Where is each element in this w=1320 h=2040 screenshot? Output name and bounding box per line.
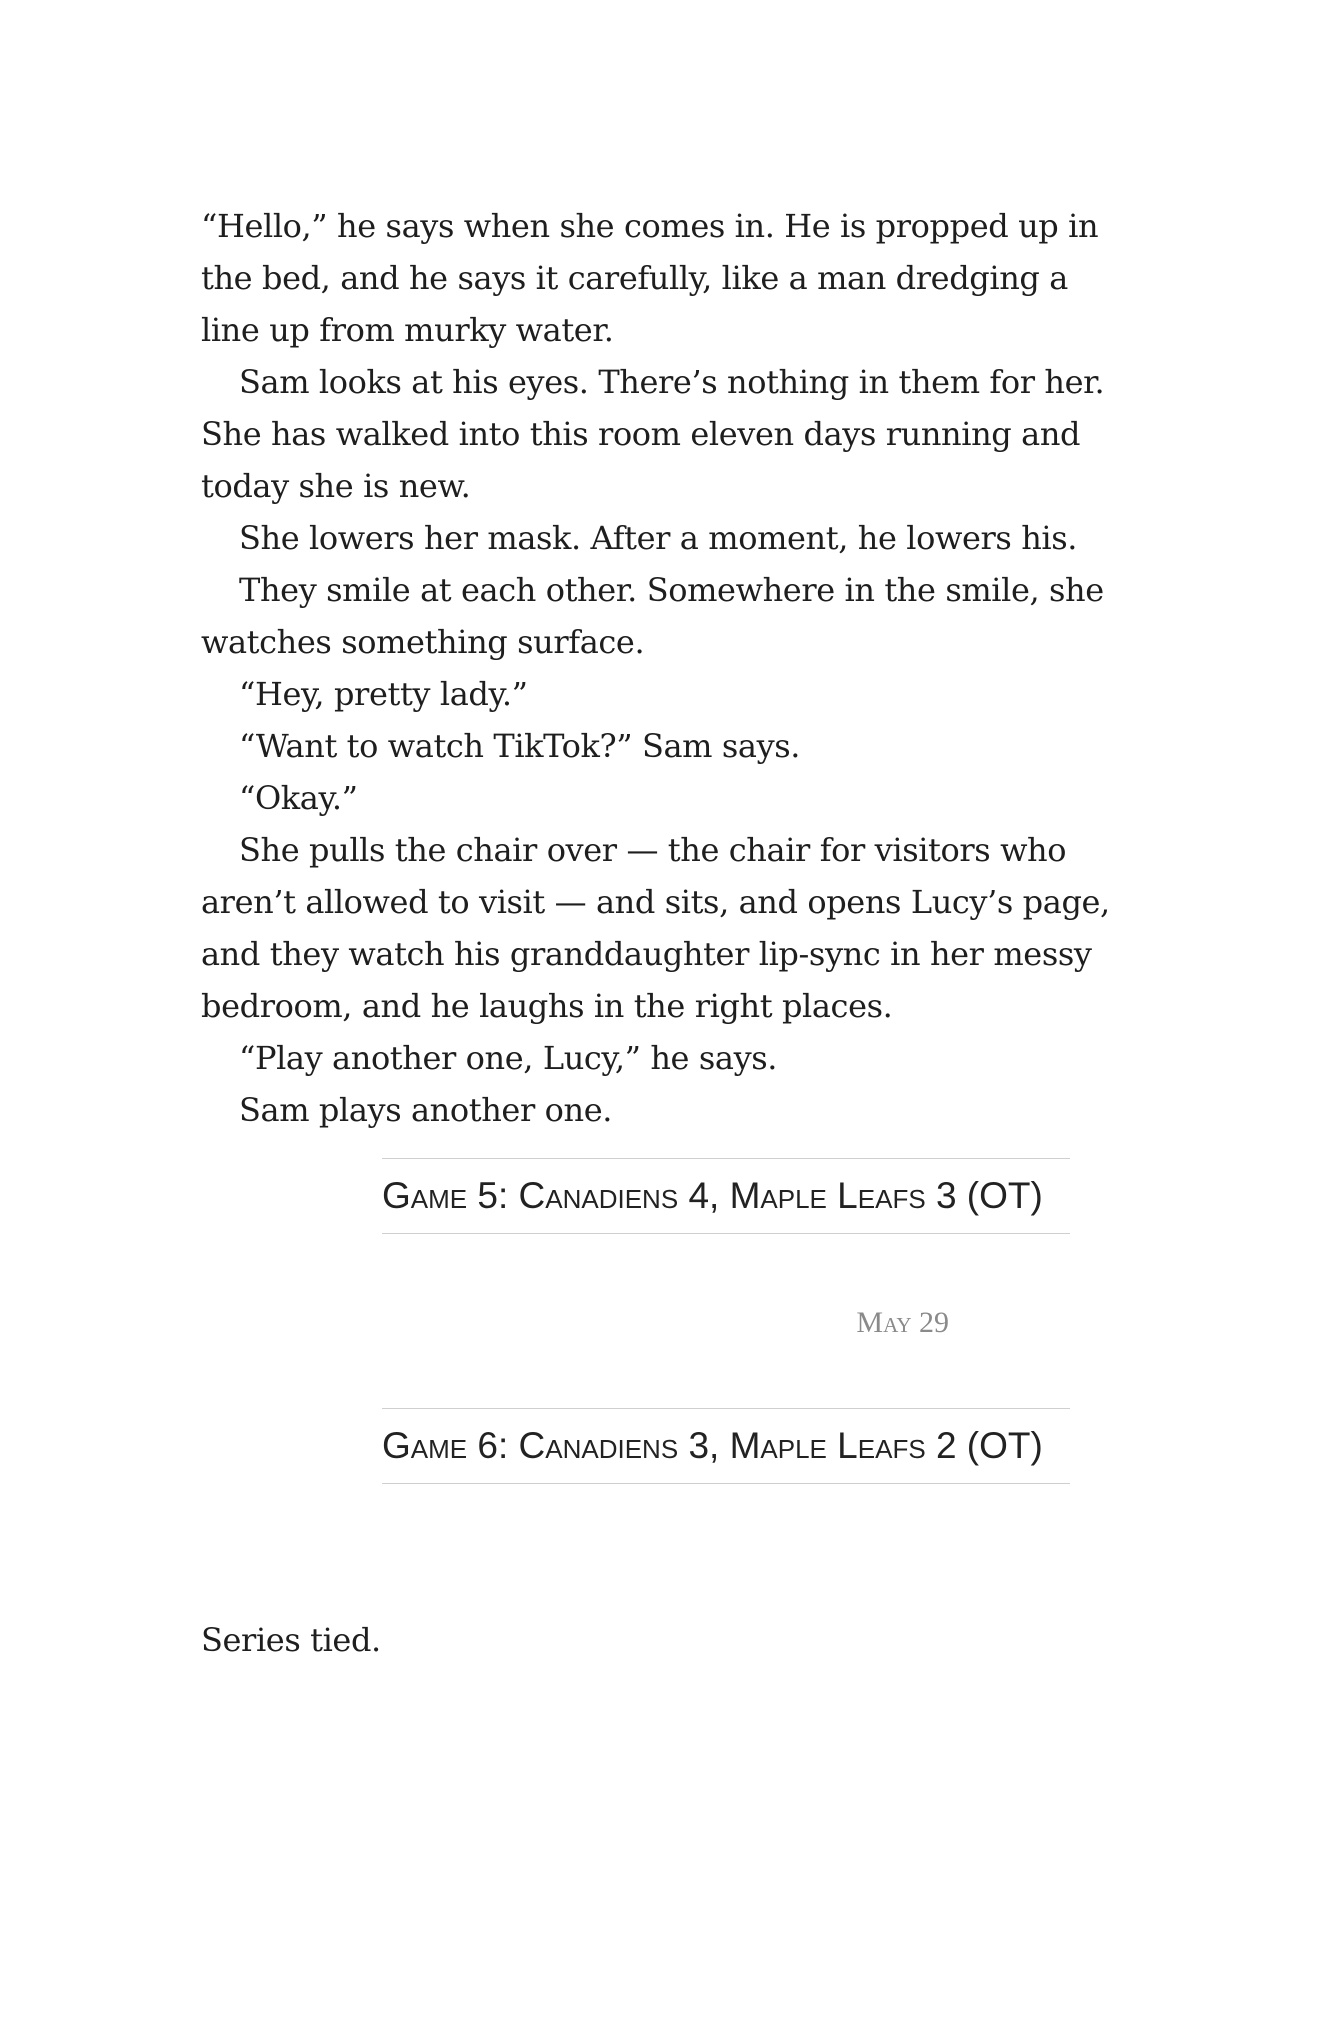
section-heading-text: Game 6: Canadiens 3, Maple Leafs 2 (OT) — [382, 1425, 1043, 1466]
closing-line: Series tied. — [201, 1621, 381, 1659]
paragraph: She lowers her mask. After a moment, he lowers his. — [239, 519, 1078, 557]
section-heading-text: Game 5: Canadiens 4, Maple Leafs 3 (OT) — [382, 1175, 1043, 1216]
paragraph: They smile at each other. Somewhere in the smile, she watches something surface. — [201, 571, 1104, 661]
paragraph: “Play another one, Lucy,” he says. — [239, 1039, 778, 1077]
section-heading-game6 — [382, 1408, 1070, 1484]
paragraph: Sam looks at his eyes. There’s nothing in them for her. She has walked into this room eleven days running and today she is new. — [201, 363, 1105, 505]
paragraph: “Hey, pretty lady.” — [239, 675, 528, 713]
paragraph: “Okay.” — [239, 779, 358, 817]
section-heading-game5 — [382, 1158, 1070, 1234]
paragraph: “Want to watch TikTok?” Sam says. — [239, 727, 801, 765]
paragraph: Sam plays another one. — [239, 1091, 612, 1129]
date-label: May 29 — [856, 1306, 949, 1339]
body-text — [201, 200, 1126, 1136]
paragraph: She pulls the chair over — the chair for visitors who aren’t allowed to visit — and sits, and opens Lucy’s page, and they watch his granddaughter lip-sync in her messy bedroom, and he laughs in the right places. — [201, 831, 1110, 1025]
paragraph: “Hello,” he says when she comes in. He is propped up in the bed, and he says it carefully, like a man dredging a line up from murky water. — [201, 207, 1099, 349]
